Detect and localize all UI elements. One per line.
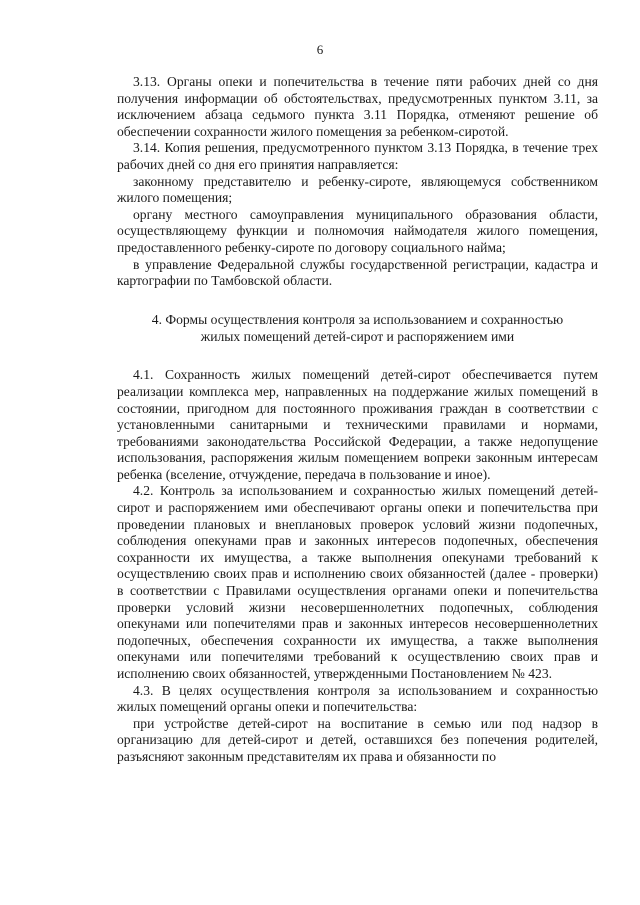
paragraph-4-2: 4.2. Контроль за использованием и сохранностью жилых помещений детей-сирот и распоряжением ими обеспечивают органы опеки и попечительства при проведении плановых и внеплановых проверок условий жизни подопечных, соблюдения опекунами прав и законных интересов подопечных, обеспечения сохранности их имущества, а также выполнения опекунами требований к осуществлению своих прав и исполнению своих обязанностей (далее - проверки) в соответствии с Правилами осуществления органами опеки и попечительства проверки условий жизни несовершеннолетних подопечных, соблюдения опекунами или попечителями прав и законных интересов несовершеннолетних подопечных, обеспечения сохранности их имущества, а также выполнения опекунами или попечителями требований к осуществлению своих прав и исполнению своих обязанностей, утвержденными Постановлением № 423. [117, 483, 598, 681]
paragraph-recipient-legal-representative: законному представителю и ребенку-сироте, являющемуся собственником жилого помещения; [117, 173, 598, 206]
section-4-heading-line2: жилых помещений детей-сирот и распоряжением ими [200, 328, 515, 344]
paragraph-3-14: 3.14. Копия решения, предусмотренного пунктом 3.13 Порядка, в течение трех рабочих дней со дня его принятия направляется: [117, 140, 598, 172]
section-4-heading [117, 312, 598, 346]
page-number: 6 [316, 42, 324, 57]
paragraph-4-3-placement: при устройстве детей-сирот на воспитание в семью или под надзор в организацию для детей-сирот и детей, оставшихся без попечения родителей, разъясняют законным представителям их права и обязанности по [117, 715, 598, 764]
document-body [117, 74, 598, 766]
paragraph-recipient-local-government: органу местного самоуправления муниципального образования области, осуществляющему функции и полномочия наймодателя жилого помещения, предоставленного ребенку-сироте по договору социального найма; [117, 206, 598, 255]
paragraph-3-13: 3.13. Органы опеки и попечительства в течение пяти рабочих дней со дня получения информации об обстоятельствах, предусмотренных пунктом 3.11, за исключением абзаца седьмого пункта 3.11 Порядка, отменяют решение об обеспечении сохранности жилого помещения за ребенком-сиротой. [117, 74, 598, 139]
section-4-heading-line1: 4. Формы осуществления контроля за использованием и сохранностью [151, 311, 564, 327]
paragraph-4-3: 4.3. В целях осуществления контроля за использованием и сохранностью жилых помещений органы опеки и попечительства: [117, 682, 598, 715]
paragraph-recipient-rosreestr: в управление Федеральной службы государственной регистрации, кадастра и картографии по Тамбовской области. [117, 256, 598, 289]
paragraph-4-1: 4.1. Сохранность жилых помещений детей-сирот обеспечивается путем реализации комплекса мер, направленных на поддержание жилых помещений в состоянии, пригодном для постоянного проживания граждан в соответствии с установленными санитарными и техническими правилами и нормами, требованиями законодательства Российской Федерации, а также недопущение использования, распоряжения жилым помещением вопреки законным интересам ребенка (вселение, отчуждение, передача в пользование и иное). [117, 367, 598, 482]
